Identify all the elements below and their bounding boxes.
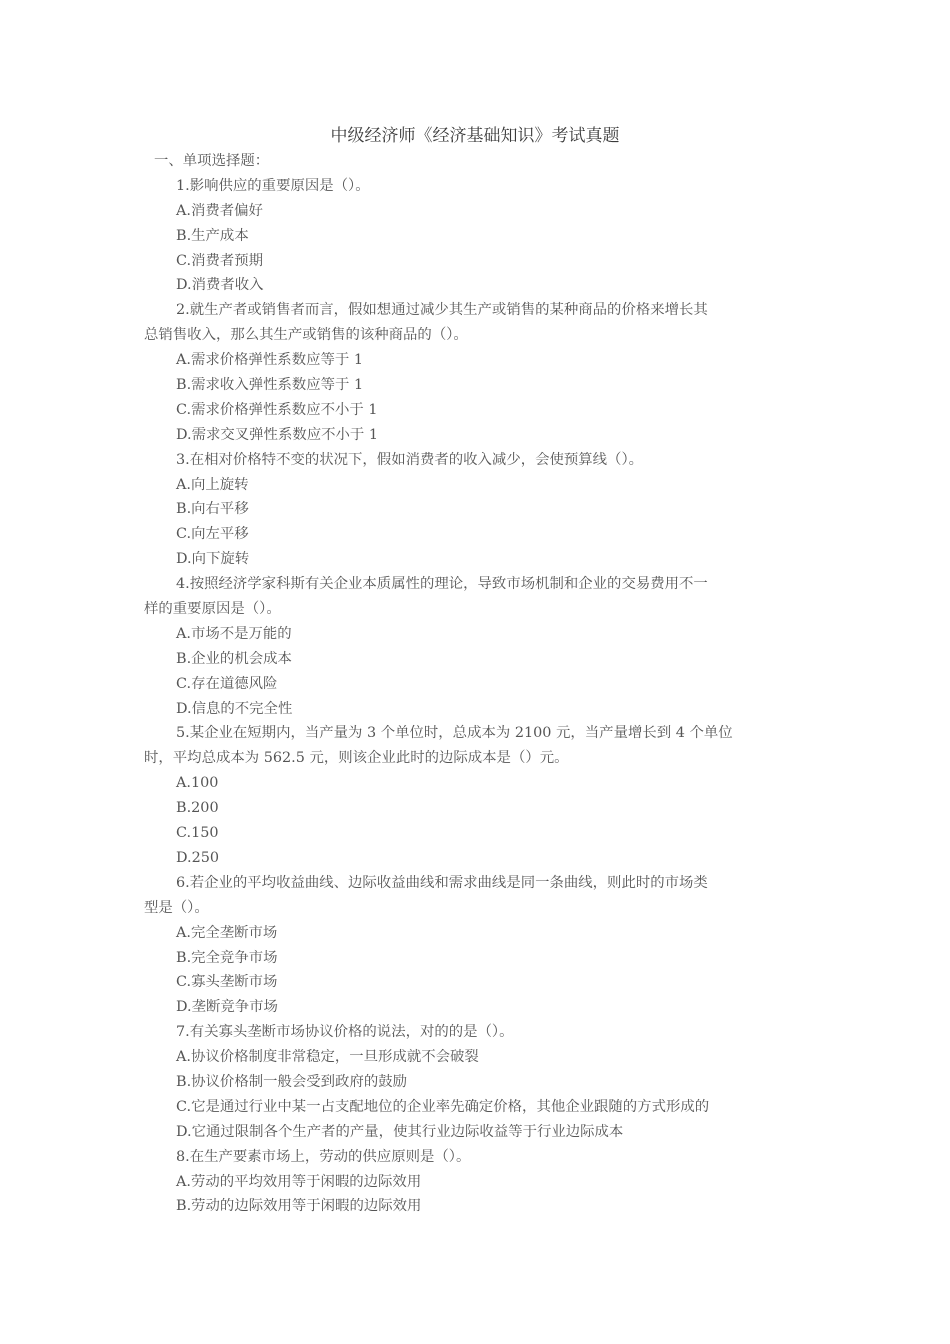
page-title: 中级经济师《经济基础知识》考试真题 — [330, 126, 620, 146]
answer-option: D.垄断竞争市场 — [176, 999, 278, 1016]
answer-option: C.存在道德风险 — [176, 675, 278, 692]
answer-option: D.消费者收入 — [176, 277, 264, 294]
answer-option: B.完全竞争市场 — [176, 949, 278, 966]
answer-option: D.250 — [176, 849, 220, 866]
question-stem-continued: 时，平均总成本为 562.5 元，则该企业此时的边际成本是（）元。 — [144, 750, 569, 767]
answer-option: B.200 — [176, 800, 219, 817]
question-stem: 4.按照经济学家科斯有关企业本质属性的理论，导致市场机制和企业的交易费用不一 — [176, 576, 708, 593]
answer-option: A.100 — [176, 775, 219, 792]
answer-option: D.它通过限制各个生产者的产量，使其行业边际收益等于行业边际成本 — [176, 1123, 624, 1140]
answer-option: D.向下旋转 — [176, 551, 250, 568]
answer-option: B.劳动的边际效用等于闲暇的边际效用 — [176, 1198, 422, 1215]
answer-option: B.向右平移 — [176, 501, 249, 518]
answer-option: B.企业的机会成本 — [176, 650, 292, 667]
answer-option: C.消费者预期 — [176, 252, 264, 269]
question-stem: 7.有关寡头垄断市场协议价格的说法，对的的是（）。 — [176, 1024, 514, 1041]
question-stem: 3.在相对价格特不变的状况下，假如消费者的收入减少，会使预算线（）。 — [176, 451, 644, 468]
answer-option: A.向上旋转 — [176, 476, 249, 493]
question-stem-continued: 总销售收入，那么其生产或销售的该种商品的（）。 — [144, 327, 468, 344]
question-stem: 8.在生产要素市场上，劳动的供应原则是（）。 — [176, 1148, 471, 1165]
answer-option: A.消费者偏好 — [176, 202, 263, 219]
answer-option: C.它是通过行业中某一占支配地位的企业率先确定价格，其他企业跟随的方式形成的 — [176, 1098, 710, 1115]
answer-option: D.需求交叉弹性系数应不小于 1 — [176, 426, 379, 443]
answer-option: A.需求价格弹性系数应等于 1 — [176, 352, 363, 369]
answer-option: A.协议价格制度非常稳定，一旦形成就不会破裂 — [176, 1049, 479, 1066]
answer-option: C.需求价格弹性系数应不小于 1 — [176, 401, 378, 418]
answer-option: C.向左平移 — [176, 526, 249, 543]
answer-option: A.完全垄断市场 — [176, 924, 278, 941]
answer-option: D.信息的不完全性 — [176, 700, 293, 717]
question-stem: 2.就生产者或销售者而言，假如想通过减少其生产或销售的某种商品的价格来增长其 — [176, 302, 708, 319]
answer-option: C.150 — [176, 825, 219, 842]
question-stem-continued: 型是（）。 — [144, 899, 209, 916]
answer-option: B.需求收入弹性系数应等于 1 — [176, 377, 364, 394]
question-stem: 5.某企业在短期内，当产量为 3 个单位时，总成本为 2100 元，当产量增长到 4 个单位 — [176, 725, 733, 742]
question-stem: 1.影响供应的重要原因是（）。 — [176, 177, 370, 194]
answer-option: B.协议价格制一般会受到政府的鼓励 — [176, 1073, 408, 1090]
question-stem-continued: 样的重要原因是（）。 — [144, 601, 281, 618]
question-stem: 6.若企业的平均收益曲线、边际收益曲线和需求曲线是同一条曲线，则此时的市场类 — [176, 874, 708, 891]
section-heading: 一、单项选择题： — [154, 153, 270, 169]
answer-option: B.生产成本 — [176, 227, 249, 244]
answer-option: C.寡头垄断市场 — [176, 974, 278, 991]
answer-option: A.市场不是万能的 — [176, 625, 292, 642]
document-body — [144, 149, 804, 1219]
answer-option: A.劳动的平均效用等于闲暇的边际效用 — [176, 1173, 422, 1190]
